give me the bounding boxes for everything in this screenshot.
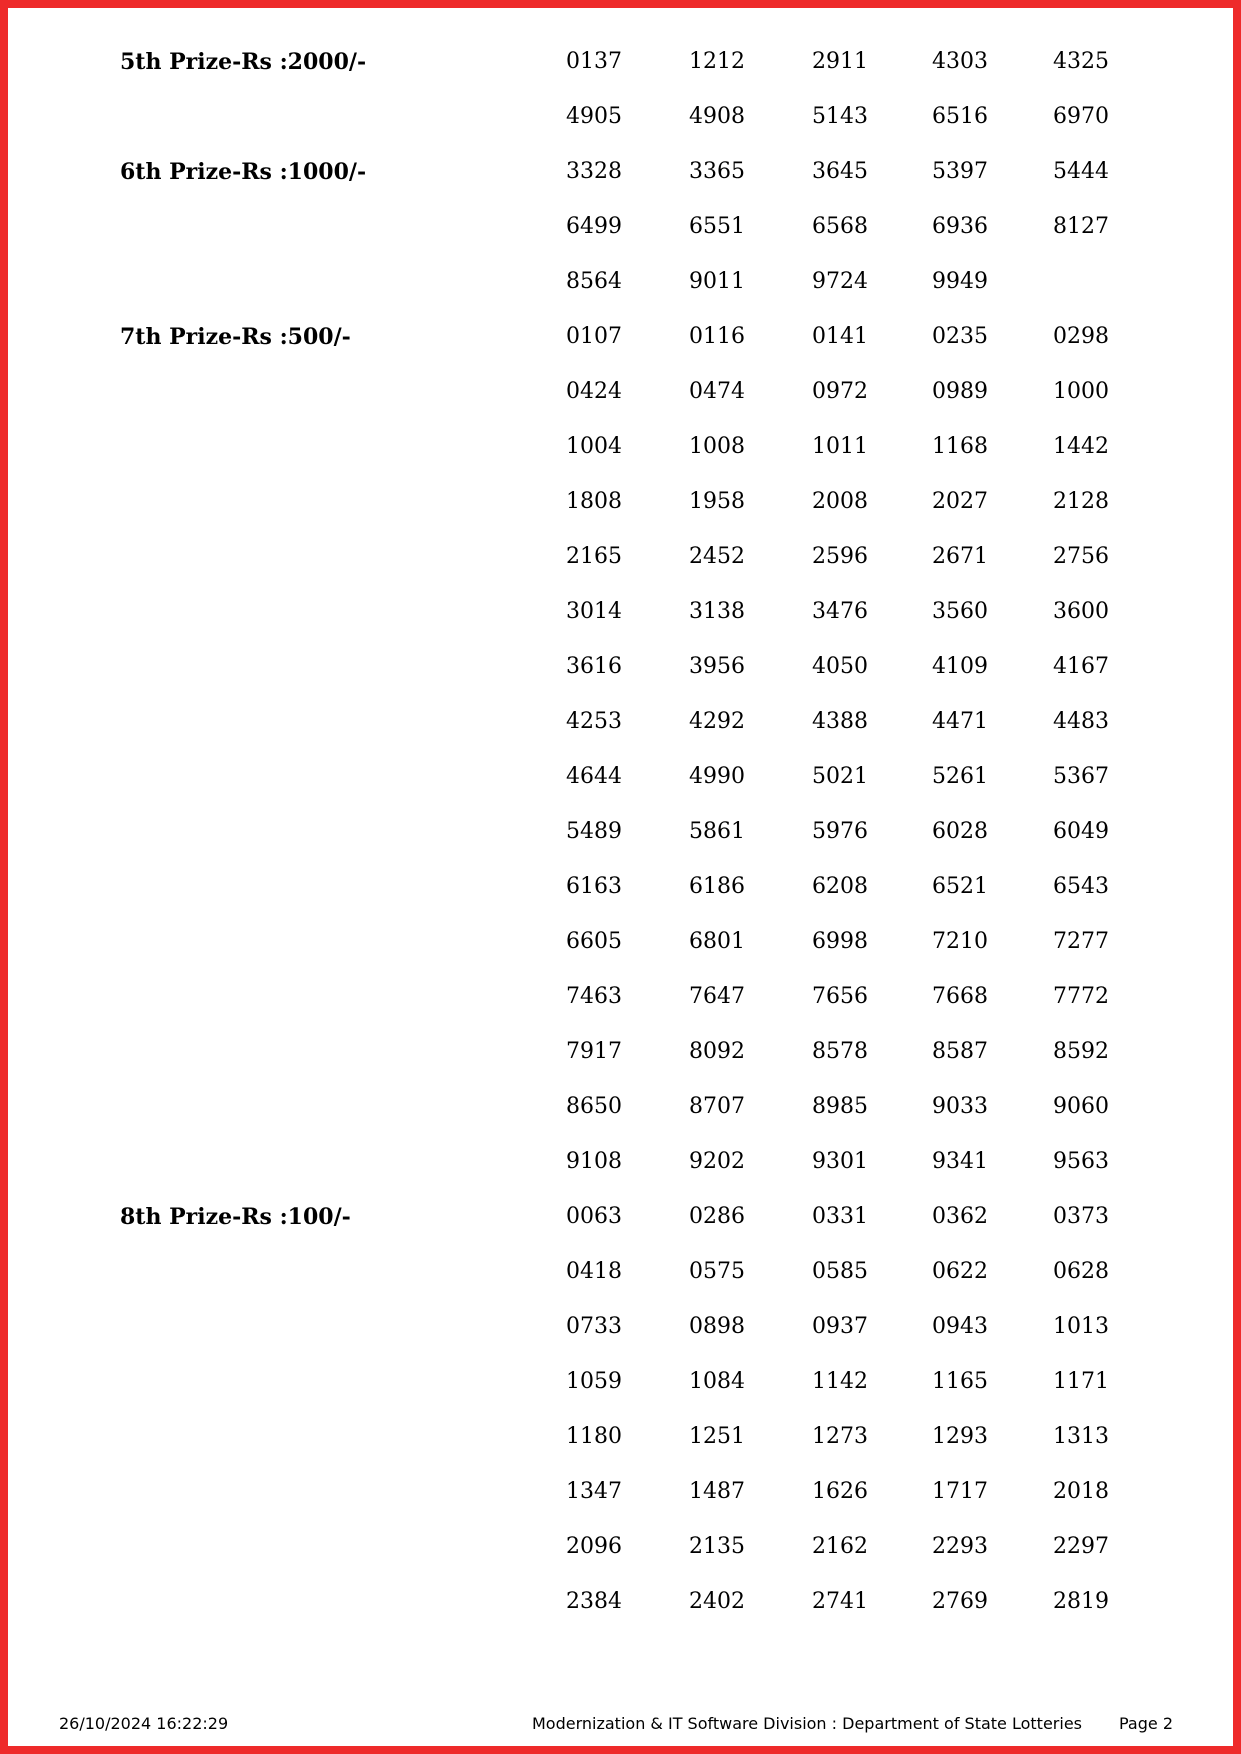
ticket-number: 1013 — [1053, 1314, 1109, 1339]
ticket-number: 6605 — [566, 929, 622, 954]
ticket-number: 4109 — [932, 654, 988, 679]
ticket-number: 2293 — [932, 1534, 988, 1559]
ticket-number: 9301 — [812, 1149, 868, 1174]
ticket-number: 6801 — [689, 929, 745, 954]
ticket-number: 7656 — [812, 984, 868, 1009]
ticket-number: 2384 — [566, 1589, 622, 1614]
result-row — [0, 1302, 1241, 1357]
ticket-number: 0733 — [566, 1314, 622, 1339]
prize-label: 5th Prize-Rs :2000/- — [120, 49, 367, 75]
result-row — [0, 367, 1241, 422]
ticket-number: 4292 — [689, 709, 745, 734]
ticket-number: 8650 — [566, 1094, 622, 1119]
ticket-number: 5861 — [689, 819, 745, 844]
ticket-number: 0141 — [812, 324, 868, 349]
ticket-number: 8985 — [812, 1094, 868, 1119]
ticket-number: 6499 — [566, 214, 622, 239]
ticket-number: 0286 — [689, 1204, 745, 1229]
ticket-number: 0373 — [1053, 1204, 1109, 1229]
ticket-number: 1251 — [689, 1424, 745, 1449]
ticket-number: 1808 — [566, 489, 622, 514]
ticket-number: 1180 — [566, 1424, 622, 1449]
ticket-number: 6163 — [566, 874, 622, 899]
result-row — [0, 147, 1241, 202]
ticket-number: 0474 — [689, 379, 745, 404]
ticket-number: 6521 — [932, 874, 988, 899]
ticket-number: 1011 — [812, 434, 868, 459]
ticket-number: 7277 — [1053, 929, 1109, 954]
ticket-number: 3956 — [689, 654, 745, 679]
ticket-number: 1717 — [932, 1479, 988, 1504]
ticket-number: 4325 — [1053, 49, 1109, 74]
ticket-number: 8127 — [1053, 214, 1109, 239]
result-row — [0, 1412, 1241, 1467]
ticket-number: 0575 — [689, 1259, 745, 1284]
ticket-number: 0943 — [932, 1314, 988, 1339]
ticket-number: 9724 — [812, 269, 868, 294]
ticket-number: 2911 — [812, 49, 868, 74]
ticket-number: 4908 — [689, 104, 745, 129]
ticket-number: 1171 — [1053, 1369, 1109, 1394]
ticket-number: 2596 — [812, 544, 868, 569]
ticket-number: 3645 — [812, 159, 868, 184]
result-row — [0, 1137, 1241, 1192]
ticket-number: 4303 — [932, 49, 988, 74]
result-row — [0, 862, 1241, 917]
footer-page-number: Page 2 — [1119, 1714, 1173, 1733]
ticket-number: 1165 — [932, 1369, 988, 1394]
ticket-number: 0898 — [689, 1314, 745, 1339]
ticket-number: 4471 — [932, 709, 988, 734]
ticket-number: 0424 — [566, 379, 622, 404]
ticket-number: 1313 — [1053, 1424, 1109, 1449]
result-row — [0, 257, 1241, 312]
ticket-number: 6936 — [932, 214, 988, 239]
ticket-number: 1487 — [689, 1479, 745, 1504]
ticket-number: 9341 — [932, 1149, 988, 1174]
ticket-number: 0107 — [566, 324, 622, 349]
ticket-number: 2297 — [1053, 1534, 1109, 1559]
ticket-number: 6970 — [1053, 104, 1109, 129]
ticket-number: 9949 — [932, 269, 988, 294]
ticket-number: 1084 — [689, 1369, 745, 1394]
result-row — [0, 532, 1241, 587]
result-row — [0, 1467, 1241, 1522]
ticket-number: 1212 — [689, 49, 745, 74]
ticket-number: 2741 — [812, 1589, 868, 1614]
ticket-number: 5444 — [1053, 159, 1109, 184]
ticket-number: 6998 — [812, 929, 868, 954]
ticket-number: 3365 — [689, 159, 745, 184]
result-row — [0, 972, 1241, 1027]
result-row — [0, 1522, 1241, 1577]
result-row — [0, 1027, 1241, 1082]
ticket-number: 5261 — [932, 764, 988, 789]
ticket-number: 6208 — [812, 874, 868, 899]
ticket-number: 6186 — [689, 874, 745, 899]
ticket-number: 1958 — [689, 489, 745, 514]
ticket-number: 9060 — [1053, 1094, 1109, 1119]
ticket-number: 8592 — [1053, 1039, 1109, 1064]
page-footer — [0, 1714, 1241, 1736]
prize-label: 8th Prize-Rs :100/- — [120, 1204, 351, 1230]
ticket-number: 3328 — [566, 159, 622, 184]
ticket-number: 0628 — [1053, 1259, 1109, 1284]
ticket-number: 1293 — [932, 1424, 988, 1449]
ticket-number: 2402 — [689, 1589, 745, 1614]
result-row — [0, 587, 1241, 642]
ticket-number: 5021 — [812, 764, 868, 789]
ticket-number: 9011 — [689, 269, 745, 294]
prize-label: 6th Prize-Rs :1000/- — [120, 159, 367, 185]
result-row — [0, 1192, 1241, 1247]
ticket-number: 8578 — [812, 1039, 868, 1064]
ticket-number: 4990 — [689, 764, 745, 789]
footer-division: Modernization & IT Software Division : Department of State Lotteries — [532, 1714, 1082, 1733]
ticket-number: 9033 — [932, 1094, 988, 1119]
ticket-number: 0331 — [812, 1204, 868, 1229]
ticket-number: 2018 — [1053, 1479, 1109, 1504]
ticket-number: 4483 — [1053, 709, 1109, 734]
ticket-number: 7668 — [932, 984, 988, 1009]
ticket-number: 6568 — [812, 214, 868, 239]
ticket-number: 3014 — [566, 599, 622, 624]
result-row — [0, 752, 1241, 807]
ticket-number: 0137 — [566, 49, 622, 74]
ticket-number: 2135 — [689, 1534, 745, 1559]
ticket-number: 0937 — [812, 1314, 868, 1339]
ticket-number: 1347 — [566, 1479, 622, 1504]
ticket-number: 3600 — [1053, 599, 1109, 624]
ticket-number: 9202 — [689, 1149, 745, 1174]
ticket-number: 2096 — [566, 1534, 622, 1559]
ticket-number: 8587 — [932, 1039, 988, 1064]
result-row — [0, 1577, 1241, 1632]
ticket-number: 4167 — [1053, 654, 1109, 679]
ticket-number: 0063 — [566, 1204, 622, 1229]
result-row — [0, 1247, 1241, 1302]
ticket-number: 6543 — [1053, 874, 1109, 899]
results-list — [0, 37, 1241, 1632]
result-row — [0, 807, 1241, 862]
ticket-number: 1004 — [566, 434, 622, 459]
ticket-number: 5367 — [1053, 764, 1109, 789]
ticket-number: 3476 — [812, 599, 868, 624]
ticket-number: 5397 — [932, 159, 988, 184]
ticket-number: 7772 — [1053, 984, 1109, 1009]
ticket-number: 1442 — [1053, 434, 1109, 459]
ticket-number: 0362 — [932, 1204, 988, 1229]
result-row — [0, 642, 1241, 697]
ticket-number: 6049 — [1053, 819, 1109, 844]
ticket-number: 1142 — [812, 1369, 868, 1394]
ticket-number: 0235 — [932, 324, 988, 349]
ticket-number: 8707 — [689, 1094, 745, 1119]
ticket-number: 1168 — [932, 434, 988, 459]
ticket-number: 5489 — [566, 819, 622, 844]
ticket-number: 2162 — [812, 1534, 868, 1559]
ticket-number: 2027 — [932, 489, 988, 514]
result-row — [0, 697, 1241, 752]
ticket-number: 4388 — [812, 709, 868, 734]
ticket-number: 4905 — [566, 104, 622, 129]
ticket-number: 0585 — [812, 1259, 868, 1284]
ticket-number: 0972 — [812, 379, 868, 404]
ticket-number: 2671 — [932, 544, 988, 569]
ticket-number: 8564 — [566, 269, 622, 294]
result-row — [0, 1082, 1241, 1137]
ticket-number: 4644 — [566, 764, 622, 789]
result-row — [0, 202, 1241, 257]
ticket-number: 1273 — [812, 1424, 868, 1449]
ticket-number: 2128 — [1053, 489, 1109, 514]
ticket-number: 4253 — [566, 709, 622, 734]
result-row — [0, 917, 1241, 972]
ticket-number: 6551 — [689, 214, 745, 239]
result-row — [0, 37, 1241, 92]
ticket-number: 2819 — [1053, 1589, 1109, 1614]
ticket-number: 8092 — [689, 1039, 745, 1064]
ticket-number: 3138 — [689, 599, 745, 624]
ticket-number: 7917 — [566, 1039, 622, 1064]
ticket-number: 2756 — [1053, 544, 1109, 569]
ticket-number: 1626 — [812, 1479, 868, 1504]
result-row — [0, 422, 1241, 477]
ticket-number: 0622 — [932, 1259, 988, 1284]
ticket-number: 6516 — [932, 104, 988, 129]
result-row — [0, 477, 1241, 532]
ticket-number: 5143 — [812, 104, 868, 129]
ticket-number: 4050 — [812, 654, 868, 679]
ticket-number: 9563 — [1053, 1149, 1109, 1174]
ticket-number: 1008 — [689, 434, 745, 459]
footer-datetime: 26/10/2024 16:22:29 — [59, 1714, 229, 1733]
result-row — [0, 1357, 1241, 1412]
ticket-number: 0418 — [566, 1259, 622, 1284]
ticket-number: 2165 — [566, 544, 622, 569]
ticket-number: 0989 — [932, 379, 988, 404]
ticket-number: 1000 — [1053, 379, 1109, 404]
ticket-number: 7647 — [689, 984, 745, 1009]
prize-label: 7th Prize-Rs :500/- — [120, 324, 351, 350]
ticket-number: 0116 — [689, 324, 745, 349]
ticket-number: 6028 — [932, 819, 988, 844]
ticket-number: 7463 — [566, 984, 622, 1009]
ticket-number: 0298 — [1053, 324, 1109, 349]
ticket-number: 3560 — [932, 599, 988, 624]
result-row — [0, 92, 1241, 147]
ticket-number: 3616 — [566, 654, 622, 679]
ticket-number: 2008 — [812, 489, 868, 514]
ticket-number: 2769 — [932, 1589, 988, 1614]
ticket-number: 7210 — [932, 929, 988, 954]
result-row — [0, 312, 1241, 367]
ticket-number: 5976 — [812, 819, 868, 844]
ticket-number: 9108 — [566, 1149, 622, 1174]
ticket-number: 2452 — [689, 544, 745, 569]
ticket-number: 1059 — [566, 1369, 622, 1394]
